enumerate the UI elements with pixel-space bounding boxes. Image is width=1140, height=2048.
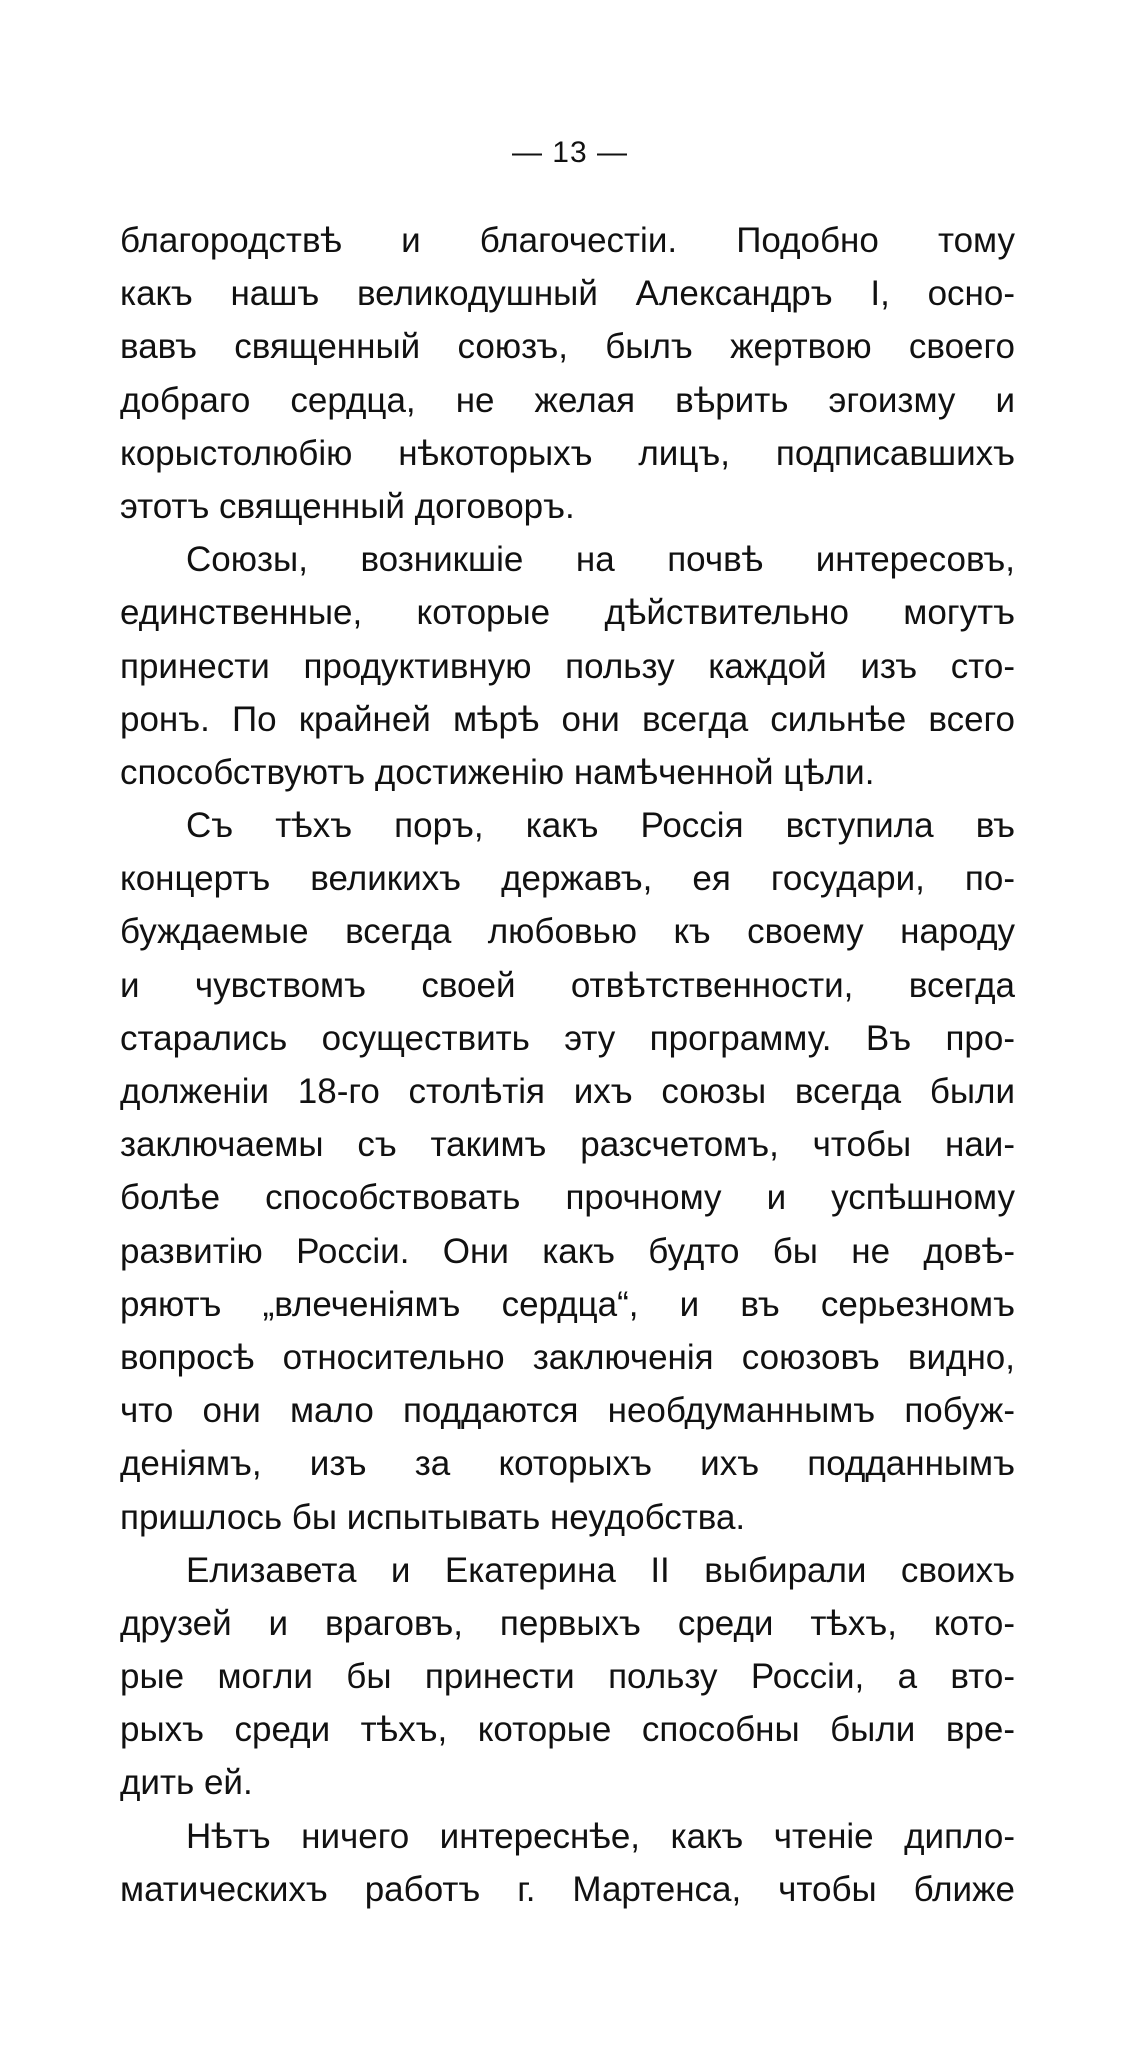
text-line: старались осуществить эту программу. Въ про-	[120, 1018, 1015, 1058]
text-line: Нѣтъ ничего интереснѣе, какъ чтеніе дипло-	[186, 1816, 1015, 1856]
text-line: вавъ священный союзъ, былъ жертвою своего	[120, 327, 1015, 367]
text-line: ронъ. По крайней мѣрѣ они всегда сильнѣе всего	[120, 699, 1015, 739]
text-line: пришлось бы испытывать неудобства.	[120, 1497, 746, 1537]
text-line: долженіи 18-го столѣтія ихъ союзы всегда были	[120, 1072, 1015, 1111]
text-line: и чувствомъ своей отвѣтственности, всегда	[120, 965, 1015, 1005]
text-line: рые могли бы принести пользу Россіи, а вто-	[120, 1657, 1015, 1697]
text-line: способствуютъ достиженію намѣченной цѣли.	[120, 752, 875, 792]
page-number: — 13 —	[511, 136, 629, 169]
text-line: развитію Россіи. Они какъ будто бы не довѣ-	[120, 1231, 1015, 1271]
text-line: Елизавета и Екатерина II выбирали своихъ	[186, 1550, 1015, 1590]
text-line: дить ей.	[120, 1763, 253, 1803]
paragraph-5	[120, 1810, 1015, 1916]
text-line: буждаемые всегда любовью къ своему народу	[120, 912, 1015, 952]
text-line: рыхъ среди тѣхъ, которые способны были вре-	[120, 1710, 1015, 1750]
body-text	[120, 214, 1015, 1916]
text-line: концертъ великихъ державъ, ея государи, по-	[120, 859, 1015, 899]
text-line: какъ нашъ великодушный Александръ I, осно-	[120, 274, 1015, 314]
text-line: этотъ священный договоръ.	[120, 486, 575, 526]
paragraph-3	[120, 799, 1015, 1544]
text-line: ряютъ „влеченіямъ сердца“, и въ серьезномъ	[120, 1284, 1015, 1324]
text-line: Союзы, возникшіе на почвѣ интересовъ,	[186, 540, 1015, 580]
text-line: принести продуктивную пользу каждой изъ сто-	[120, 646, 1015, 686]
text-line: вопросѣ относительно заключенія союзовъ видно,	[120, 1337, 1015, 1377]
text-line: болѣе способствовать прочному и успѣшному	[120, 1178, 1015, 1218]
text-line: заключаемы съ такимъ разсчетомъ, чтобы наи-	[120, 1125, 1015, 1165]
text-line: друзей и враговъ, первыхъ среди тѣхъ, кото-	[120, 1603, 1015, 1643]
text-line: благородствѣ и благочестіи. Подобно тому	[120, 221, 1015, 260]
paragraph-1	[120, 214, 1015, 533]
text-line: матическихъ работъ г. Мартенса, чтобы ближе	[120, 1869, 1015, 1909]
text-line: добраго сердца, не желая вѣрить эгоизму и	[120, 380, 1015, 420]
text-line: Съ тѣхъ поръ, какъ Россія вступила въ	[186, 806, 1015, 846]
text-line: что они мало поддаются необдуманнымъ побуж-	[120, 1391, 1015, 1431]
paragraph-2	[120, 533, 1015, 799]
text-line: деніямъ, изъ за которыхъ ихъ подданнымъ	[120, 1444, 1015, 1484]
paragraph-4	[120, 1544, 1015, 1810]
text-line: корыстолюбію нѣкоторыхъ лицъ, подписавшихъ	[120, 433, 1015, 473]
text-line: единственные, которые дѣйствительно могутъ	[120, 593, 1015, 633]
